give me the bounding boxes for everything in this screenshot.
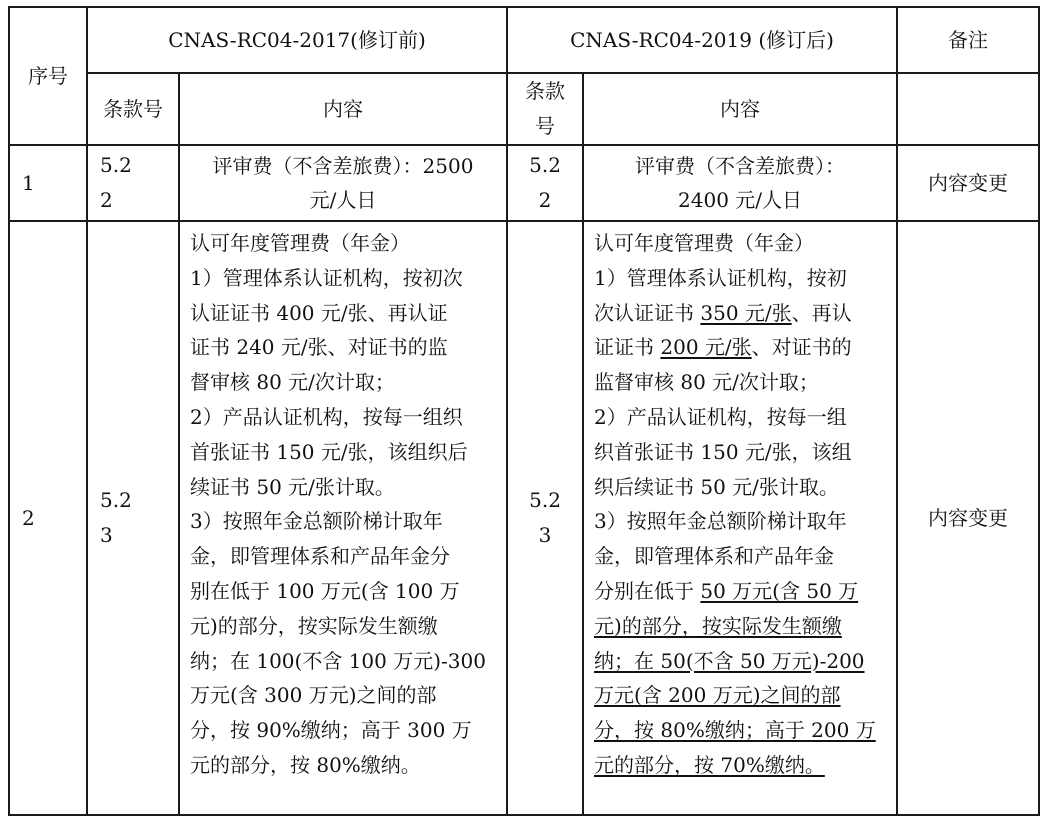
content-line: 认可年度管理费（年金） bbox=[190, 231, 410, 255]
content-line bbox=[594, 678, 888, 713]
seq-header: 序号 bbox=[9, 7, 87, 145]
row-remark: 内容变更 bbox=[897, 221, 1039, 815]
underlined-change: 元)的部分，按实际发生额缴 bbox=[594, 613, 842, 638]
row-clause-before bbox=[87, 221, 179, 815]
clause-part: 5.2 bbox=[529, 153, 561, 178]
content-line: 3）按照年金总额阶梯计取年 bbox=[190, 509, 443, 534]
content-line: 评审费（不含差旅费）： bbox=[635, 154, 846, 178]
before-header: CNAS-RC04-2017(修订前) bbox=[87, 7, 507, 73]
underlined-change: 分，按 80%缴纳；高于 200 万 bbox=[594, 718, 876, 743]
underlined-change: 200 元/张 bbox=[660, 335, 752, 360]
content-lines bbox=[190, 226, 498, 783]
content-line: 元)的部分，按实际发生额缴 bbox=[190, 613, 438, 638]
content-line: 金，即管理体系和产品年金分 bbox=[190, 544, 450, 569]
content-line: 2400 元/人日 bbox=[678, 188, 803, 212]
after-header: CNAS-RC04-2019 (修订后) bbox=[507, 7, 897, 73]
content-line bbox=[594, 330, 888, 365]
content-line: 分，按 90%缴纳；高于 300 万 bbox=[190, 718, 472, 743]
content-line: 3）按照年金总额阶梯计取年 bbox=[594, 509, 847, 534]
row-content-after bbox=[583, 145, 897, 221]
content-line: 评审费（不含差旅费）：2500 bbox=[212, 154, 474, 178]
clause-part: 2 bbox=[100, 188, 113, 212]
content-line: 织首张证书 150 元/张，该组 bbox=[594, 439, 852, 464]
clause-part: 5.2 bbox=[100, 488, 132, 513]
content-line bbox=[594, 296, 888, 331]
clause-part: 5.2 bbox=[529, 488, 561, 513]
underlined-change: 350 元/张 bbox=[700, 300, 792, 325]
content-line: 认可年度管理费（年金） bbox=[594, 231, 815, 255]
content-line bbox=[594, 748, 888, 783]
underlined-change: 50 万元(含 50 万 bbox=[700, 578, 859, 603]
content-line: 金，即管理体系和产品年金 bbox=[594, 544, 835, 569]
content-line: 监督审核 80 元/次计取； bbox=[594, 370, 819, 395]
header-row bbox=[9, 7, 1039, 73]
content-line: 1）管理体系认证机构，按初 bbox=[594, 265, 847, 290]
remark-subheader-empty bbox=[897, 73, 1039, 145]
underlined-change: 万元(含 200 万元)之间的部 bbox=[594, 683, 841, 708]
content-line: 元/人日 bbox=[309, 188, 377, 212]
content-line: 首张证书 150 元/张，该组织后 bbox=[190, 439, 468, 464]
subheader-row bbox=[9, 73, 1039, 145]
content-line: 证书 240 元/张、对证书的监 bbox=[190, 335, 448, 360]
text-span: 证证书 bbox=[594, 335, 661, 360]
row-seq: 1 bbox=[9, 145, 87, 221]
content-line bbox=[594, 574, 888, 609]
text-span: 分别在低于 bbox=[594, 578, 701, 603]
clause-part: 3 bbox=[538, 523, 552, 547]
clause-no-header-before: 条款号 bbox=[87, 73, 179, 145]
content-line bbox=[594, 644, 888, 679]
clause-no-header-after bbox=[507, 73, 583, 145]
row-content-before bbox=[179, 221, 507, 815]
text-span: 、对证书的 bbox=[751, 335, 852, 360]
underlined-change: 元的部分，按 70%缴纳。 bbox=[594, 752, 825, 777]
table-row bbox=[9, 145, 1039, 221]
content-line: 1）管理体系认证机构，按初次 bbox=[190, 265, 463, 290]
row-clause-before bbox=[87, 145, 179, 221]
clause-part: 3 bbox=[100, 523, 113, 547]
row-content-before bbox=[179, 145, 507, 221]
content-line: 督审核 80 元/次计取； bbox=[190, 370, 395, 395]
row-remark: 内容变更 bbox=[897, 145, 1039, 221]
content-line: 别在低于 100 万元(含 100 万 bbox=[190, 578, 460, 603]
row-clause-after bbox=[507, 145, 583, 221]
content-line: 万元(含 300 万元)之间的部 bbox=[190, 683, 437, 708]
content-header-before: 内容 bbox=[179, 73, 507, 145]
content-line bbox=[594, 609, 888, 644]
clause-header-line-1: 条款 bbox=[525, 79, 566, 104]
content-line: 认证证书 400 元/张、再认证 bbox=[190, 300, 448, 325]
content-header-after: 内容 bbox=[583, 73, 897, 145]
row-clause-after bbox=[507, 221, 583, 815]
text-span: 、再认 bbox=[791, 300, 852, 325]
comparison-table bbox=[8, 6, 1040, 816]
remark-header: 备注 bbox=[897, 7, 1039, 73]
content-line: 2）产品认证机构，按每一组织 bbox=[190, 404, 463, 429]
clause-part: 5.2 bbox=[100, 153, 132, 178]
row-seq: 2 bbox=[9, 221, 87, 815]
clause-header-line-2: 号 bbox=[535, 114, 556, 138]
content-line: 纳；在 100(不含 100 万元)-300 bbox=[190, 648, 486, 673]
clause-part: 2 bbox=[538, 188, 552, 212]
content-line: 续证书 50 元/张计取。 bbox=[190, 474, 395, 499]
content-line: 织后续证书 50 元/张计取。 bbox=[594, 474, 839, 499]
content-line: 2）产品认证机构，按每一组 bbox=[594, 404, 847, 429]
underlined-change: 纳；在 50(不含 50 万元)-200 bbox=[594, 648, 865, 673]
content-line bbox=[594, 713, 888, 748]
text-span: 次认证证书 bbox=[594, 300, 701, 325]
table-row bbox=[9, 221, 1039, 815]
row-content-after bbox=[583, 221, 897, 815]
content-line: 元的部分，按 80%缴纳。 bbox=[190, 752, 421, 777]
